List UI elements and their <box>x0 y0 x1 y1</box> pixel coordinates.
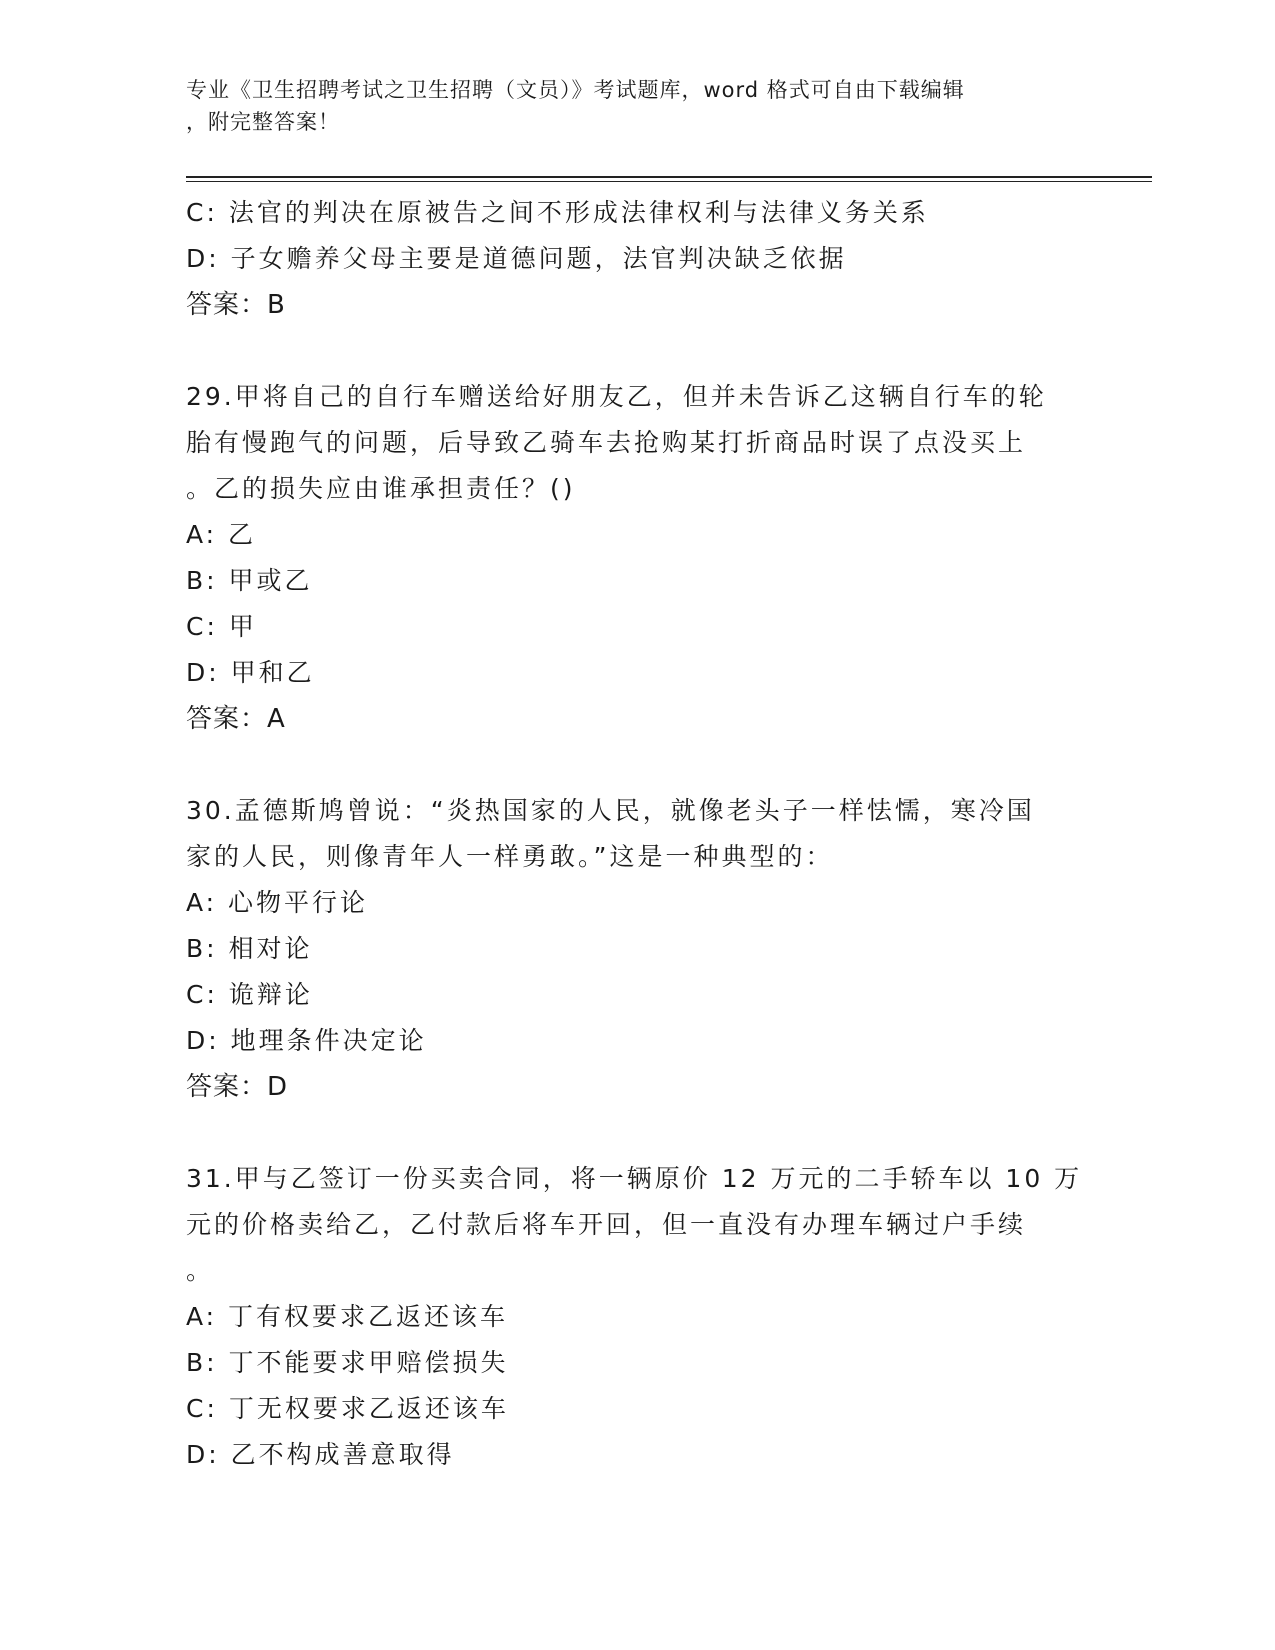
spacer <box>186 1110 1086 1156</box>
question-stem: 元的价格卖给乙，乙付款后将车开回，但一直没有办理车辆过户手续 <box>186 1210 1027 1239</box>
answer: 答案：A <box>186 704 286 734</box>
question-28 <box>186 190 1086 328</box>
question-stem: 31.甲与乙签订一份买卖合同，将一辆原价 12 万元的二手轿车以 10 万 <box>186 1164 1083 1193</box>
question-list <box>186 190 1086 1478</box>
option-b: B: 相对论 <box>186 934 313 963</box>
option-a: A: 乙 <box>186 520 257 549</box>
answer: 答案：B <box>186 290 286 320</box>
option-a: A: 心物平行论 <box>186 888 369 917</box>
option-d: D: 子女赡养父母主要是道德问题，法官判决缺乏依据 <box>186 244 847 273</box>
option-c: C: 丁无权要求乙返还该车 <box>186 1394 509 1423</box>
header-line-1: 专业《卫生招聘考试之卫生招聘（文员）》考试题库，word 格式可自由下载编辑 <box>186 78 965 102</box>
question-stem: 家的人民，则像青年人一样勇敢。”这是一种典型的： <box>186 842 834 871</box>
option-b: B: 丁不能要求甲赔偿损失 <box>186 1348 509 1377</box>
option-c: C: 诡辩论 <box>186 980 313 1009</box>
question-29 <box>186 374 1086 742</box>
option-c: C: 甲 <box>186 612 257 641</box>
page-header <box>186 74 1076 138</box>
question-stem: 29.甲将自己的自行车赠送给好朋友乙，但并未告诉乙这辆自行车的轮 <box>186 382 1047 411</box>
answer: 答案：D <box>186 1072 289 1102</box>
option-c: C: 法官的判决在原被告之间不形成法律权利与法律义务关系 <box>186 198 929 227</box>
question-stem: 。乙的损失应由谁承担责任？() <box>186 474 576 503</box>
header-rule-thick <box>186 176 1152 178</box>
question-stem: 30.孟德斯鸠曾说：“炎热国家的人民，就像老头子一样怯懦，寒冷国 <box>186 796 1035 825</box>
header-rule-thin <box>186 181 1152 182</box>
option-d: D: 乙不构成善意取得 <box>186 1440 455 1469</box>
header-line-2: ，附完整答案！ <box>186 110 340 134</box>
question-stem: 胎有慢跑气的问题，后导致乙骑车去抢购某打折商品时误了点没买上 <box>186 428 1027 457</box>
option-a: A: 丁有权要求乙返还该车 <box>186 1302 509 1331</box>
option-d: D: 地理条件决定论 <box>186 1026 427 1055</box>
question-stem: 。 <box>186 1256 215 1285</box>
option-b: B: 甲或乙 <box>186 566 313 595</box>
question-30 <box>186 788 1086 1110</box>
spacer <box>186 328 1086 374</box>
question-31 <box>186 1156 1086 1478</box>
spacer <box>186 742 1086 788</box>
option-d: D: 甲和乙 <box>186 658 315 687</box>
